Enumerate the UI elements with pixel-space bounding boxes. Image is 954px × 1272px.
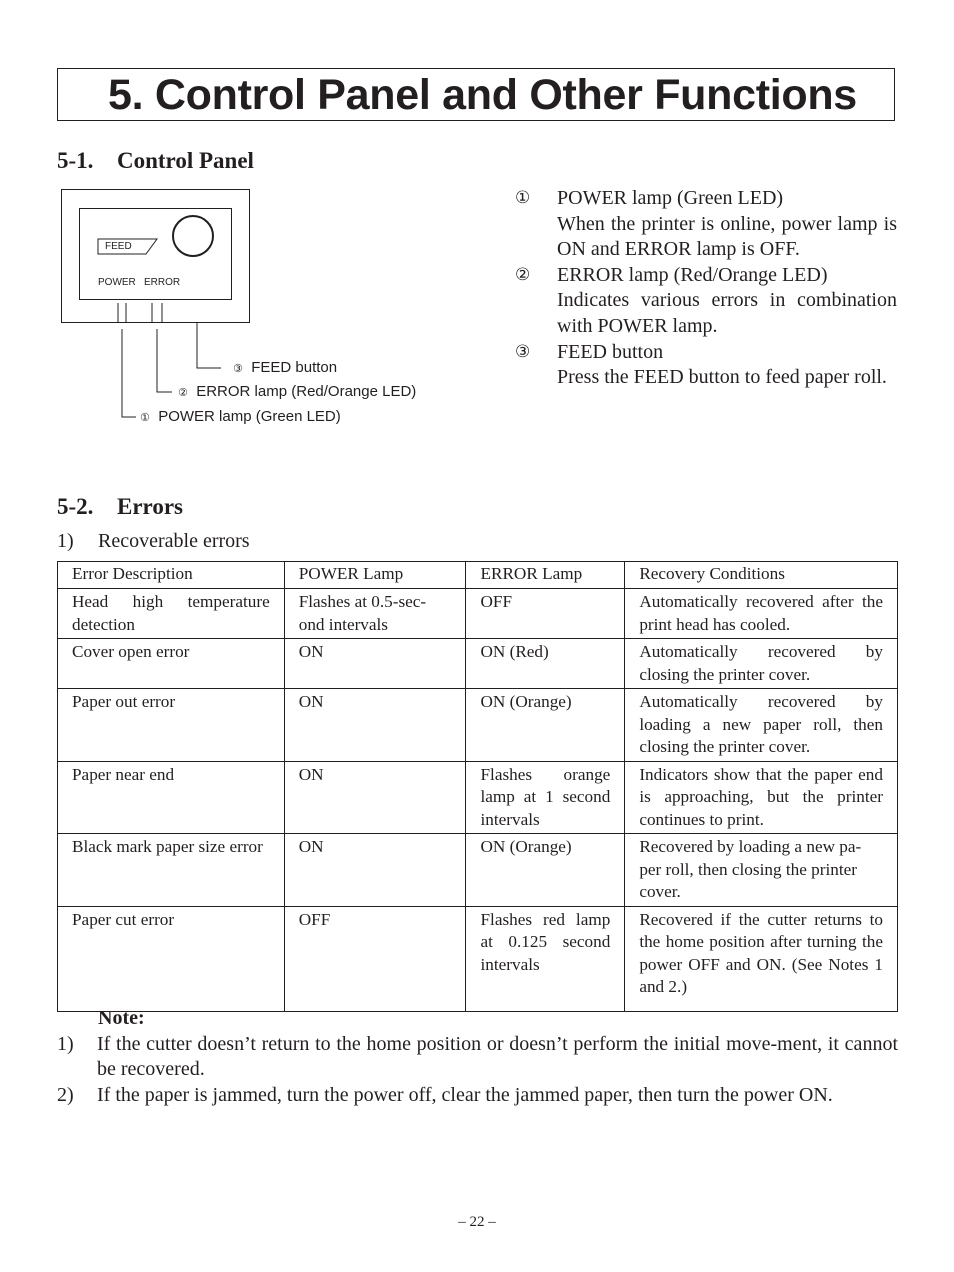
table-cell: ON: [284, 761, 466, 834]
table-cell: ON (Orange): [466, 689, 625, 762]
item-mark: ②: [515, 264, 531, 285]
power-lamp-leader: [122, 329, 136, 417]
feed-button-circle: [173, 216, 213, 256]
callout-text: FEED button: [251, 359, 338, 376]
callout-mark: ③: [233, 362, 243, 375]
table-row: [58, 761, 898, 834]
table-cell: Black mark paper size error: [58, 834, 285, 907]
table-cell: Head high temperature detection: [58, 589, 285, 639]
table-row: [58, 589, 898, 639]
callout-feed-button: [233, 359, 337, 376]
table-cell: Paper near end: [58, 761, 285, 834]
callout-mark: ①: [140, 411, 150, 424]
section-heading-control-panel: [57, 148, 254, 174]
table-row: [58, 834, 898, 907]
error-label: ERROR: [144, 277, 181, 288]
item-mark: ①: [515, 188, 531, 208]
power-label: POWER: [98, 277, 136, 288]
note-block: [57, 1006, 898, 1108]
table-row: [58, 906, 898, 1011]
title-box: [57, 68, 895, 121]
section-number: 5-1.: [57, 148, 94, 173]
item-mark: ③: [515, 341, 531, 362]
note-item-number: 2): [57, 1083, 74, 1106]
function-item-error-lamp: [515, 263, 897, 340]
table-cell: Flashes at 0.5-sec-ond intervals: [284, 589, 466, 639]
table-cell: Paper cut error: [58, 906, 285, 1011]
table-cell: Cover open error: [58, 639, 285, 689]
errors-table: [57, 561, 898, 1012]
callout-mark: ②: [178, 386, 188, 399]
item-desc: Press the FEED button to feed paper roll.: [557, 366, 887, 389]
table-cell: Recovered if the cutter returns to the home position after turning the power OFF and ON. (See Notes 1 and 2.): [625, 906, 898, 1011]
error-lamp-leader: [157, 329, 172, 392]
note-item-text: If the paper is jammed, turn the power off, clear the jammed paper, then turn the power ON.: [97, 1083, 833, 1106]
table-cell: Automatically recovered after the print head has cooled.: [625, 589, 898, 639]
subheading-recoverable-errors: [57, 530, 250, 553]
subheading-text: Recoverable errors: [98, 530, 250, 552]
function-item-feed-button: [515, 340, 897, 391]
table-cell: ON (Orange): [466, 834, 625, 907]
header-cell: Recovery Conditions: [625, 562, 898, 589]
function-item-power-lamp: [515, 186, 897, 263]
table-header-row: [58, 562, 898, 589]
callout-error-lamp: [178, 383, 416, 400]
table-cell: ON: [284, 689, 466, 762]
section-number: 5-2.: [57, 494, 94, 519]
table-cell: Automatically recovered by closing the printer cover.: [625, 639, 898, 689]
feed-button-leader: [197, 323, 221, 368]
function-list: [515, 186, 897, 391]
callout-text: POWER lamp (Green LED): [158, 408, 341, 425]
item-title: FEED button: [557, 340, 664, 363]
page-title: 5. Control Panel and Other Functions: [108, 71, 857, 119]
page-number: – 22 –: [458, 1214, 496, 1230]
section-heading-errors: [57, 494, 183, 520]
note-item-text: If the cutter doesn’t return to the home position or doesn’t perform the initial move-ment, it cannot be recovered.: [97, 1032, 898, 1081]
table-cell: ON: [284, 639, 466, 689]
subheading-number: 1): [57, 530, 74, 552]
feed-label: FEED: [105, 241, 132, 252]
note-item: [57, 1083, 898, 1109]
header-cell: ERROR Lamp: [466, 562, 625, 589]
section-title: Errors: [117, 494, 184, 519]
section-title: Control Panel: [117, 148, 254, 173]
table-cell: Flashes red lamp at 0.125 second intervals: [466, 906, 625, 1011]
item-title: POWER lamp (Green LED): [557, 187, 784, 209]
table-cell: OFF: [466, 589, 625, 639]
note-heading: Note:: [98, 1007, 145, 1029]
table-cell: Flashes orange lamp at 1 second intervals: [466, 761, 625, 834]
table-cell: Automatically recovered by loading a new paper roll, then closing the printer cover.: [625, 689, 898, 762]
callout-text: ERROR lamp (Red/Orange LED): [196, 383, 417, 400]
table-cell: Recovered by loading a new pa-per roll, then closing the printer cover.: [625, 834, 898, 907]
header-cell: POWER Lamp: [284, 562, 466, 589]
header-cell: Error Description: [58, 562, 285, 589]
item-desc: Indicates various errors in combination with POWER lamp.: [557, 289, 897, 337]
item-title: ERROR lamp (Red/Orange LED): [557, 263, 828, 286]
table-row: [58, 689, 898, 762]
callout-power-lamp: [140, 408, 341, 425]
note-item-number: 1): [57, 1032, 74, 1055]
item-desc: When the printer is online, power lamp is ON and ERROR lamp is OFF.: [557, 212, 897, 261]
control-panel-diagram: [56, 186, 456, 431]
table-cell: ON: [284, 834, 466, 907]
table-cell: Paper out error: [58, 689, 285, 762]
table-cell: Indicators show that the paper end is approaching, but the printer continues to print.: [625, 761, 898, 834]
table-cell: ON (Red): [466, 639, 625, 689]
note-item: [57, 1032, 898, 1083]
table-cell: OFF: [284, 906, 466, 1011]
table-row: [58, 639, 898, 689]
